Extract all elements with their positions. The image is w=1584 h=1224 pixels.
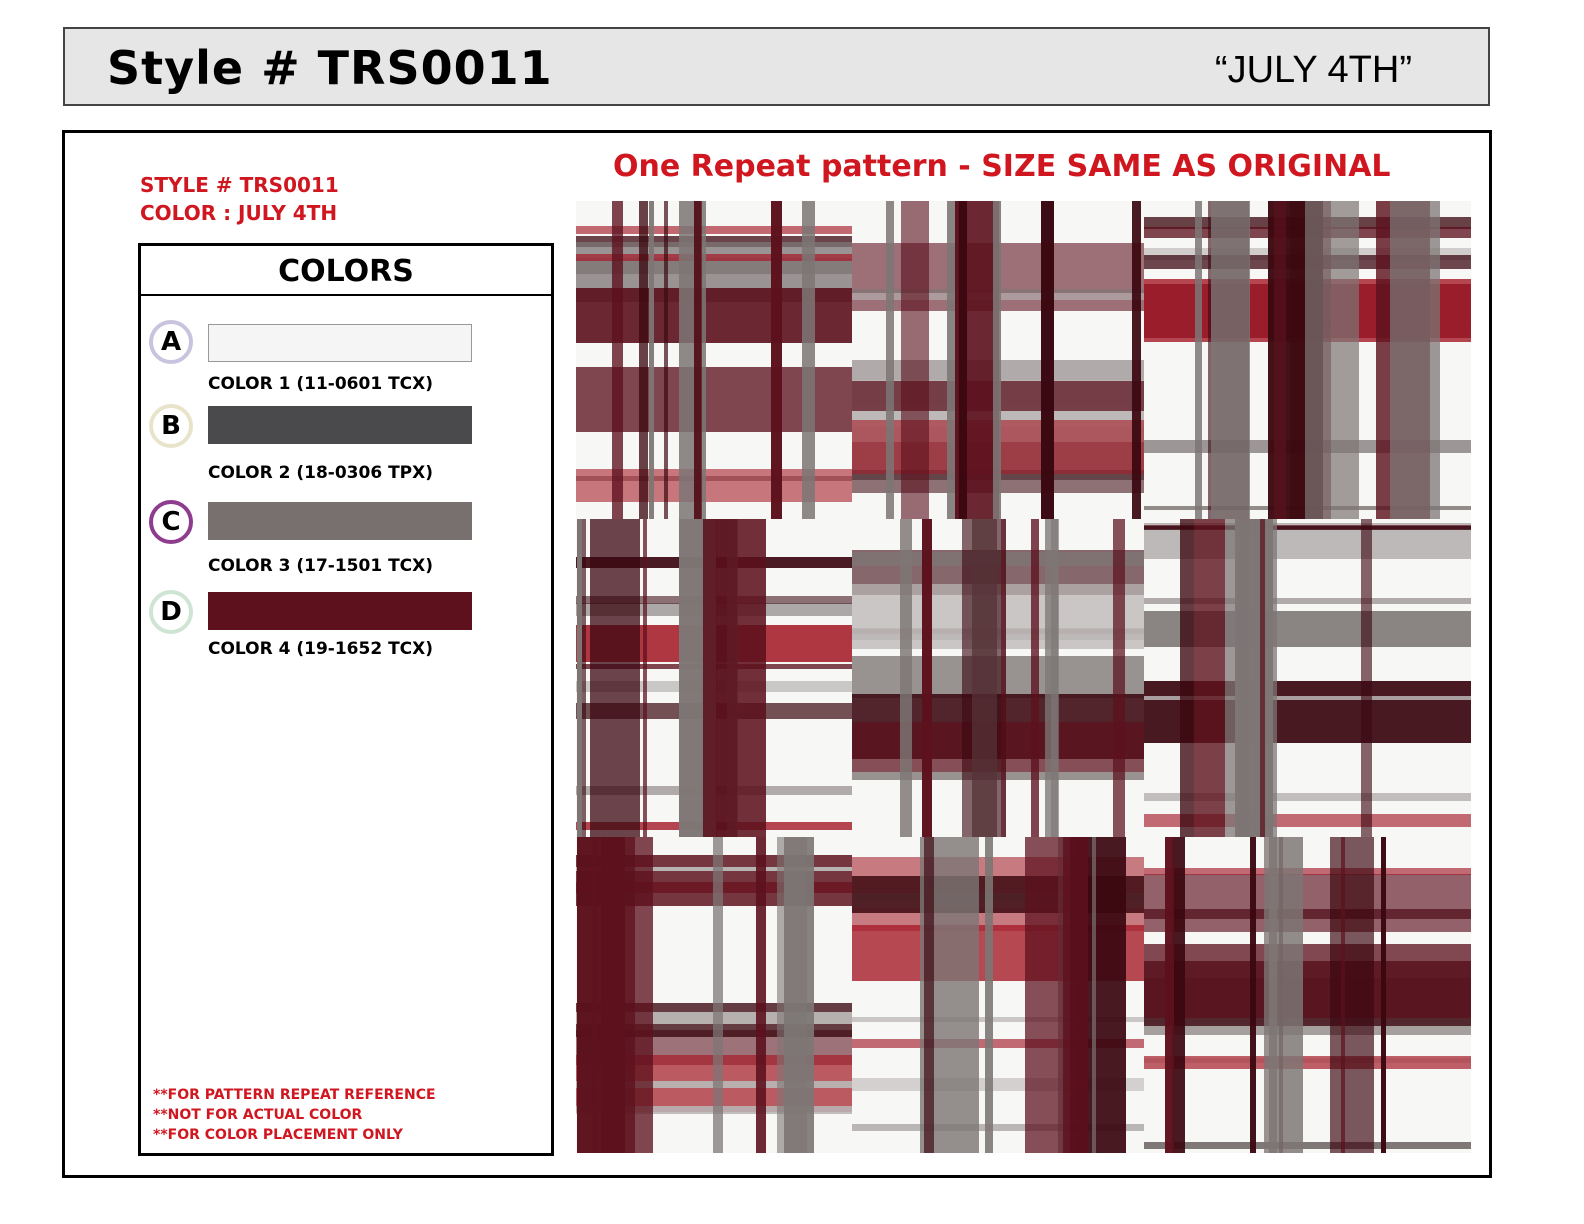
colors-panel [138, 243, 554, 1156]
meta-style-line: STYLE # TRS0011 [140, 173, 339, 197]
color-swatch [208, 406, 472, 444]
note-line: **FOR COLOR PLACEMENT ONLY [153, 1127, 403, 1143]
swatch-row-d [141, 588, 551, 678]
plaid-tile [1144, 837, 1471, 1153]
plaid-tile [576, 519, 852, 837]
plaid-pattern-grid [576, 201, 1471, 1153]
plaid-tile [576, 837, 852, 1153]
colorway-name: “JULY 4TH” [1214, 49, 1412, 91]
color-swatch [208, 324, 472, 362]
swatch-badge: C [149, 500, 193, 544]
style-title: Style # TRS0011 [107, 41, 553, 95]
color-swatch [208, 502, 472, 540]
pattern-heading: One Repeat pattern - SIZE SAME AS ORIGINAL [613, 149, 1391, 184]
swatch-label: COLOR 2 (18-0306 TPX) [208, 463, 434, 483]
swatch-row-b [141, 402, 551, 492]
swatch-row-a [141, 318, 551, 408]
swatch-label: COLOR 1 (11-0601 TCX) [208, 374, 434, 394]
color-swatch [208, 592, 472, 630]
swatch-badge: D [149, 590, 193, 634]
notes [153, 1085, 436, 1145]
swatch-badge: A [149, 320, 193, 364]
content-frame [62, 130, 1492, 1178]
plaid-tile [1144, 201, 1471, 519]
swatch-label: COLOR 3 (17-1501 TCX) [208, 556, 434, 576]
note-line: **NOT FOR ACTUAL COLOR [153, 1107, 363, 1123]
note-line: **FOR PATTERN REPEAT REFERENCE [153, 1087, 436, 1103]
plaid-tile [852, 519, 1144, 837]
colors-heading: COLORS [141, 246, 551, 296]
plaid-tile [852, 837, 1144, 1153]
swatch-row-c [141, 498, 551, 588]
style-header [63, 27, 1490, 106]
swatch-label: COLOR 4 (19-1652 TCX) [208, 639, 434, 659]
plaid-tile [852, 201, 1144, 519]
swatch-badge: B [149, 404, 193, 448]
plaid-tile [576, 201, 852, 519]
meta-color-line: COLOR : JULY 4TH [140, 201, 338, 225]
plaid-tile [1144, 519, 1471, 837]
